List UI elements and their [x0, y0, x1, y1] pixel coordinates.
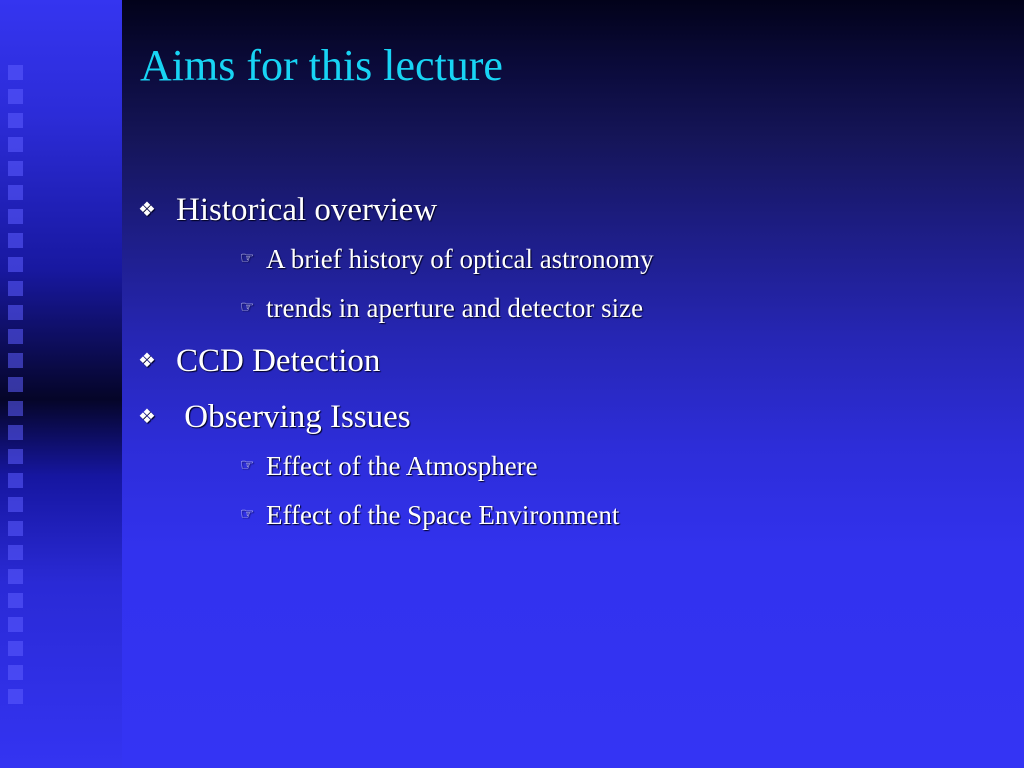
diamond-bullet-icon: ❖: [138, 406, 156, 428]
decorative-square: [8, 137, 23, 152]
pointing-hand-icon: ☞: [240, 457, 255, 474]
decorative-square: [8, 497, 23, 512]
decorative-square: [8, 89, 23, 104]
bullet-text: Observing Issues: [176, 399, 411, 435]
decorative-square: [8, 401, 23, 416]
decorative-square: [8, 161, 23, 176]
decorative-square: [8, 449, 23, 464]
decorative-square: [8, 473, 23, 488]
decorative-square: [8, 521, 23, 536]
decorative-square: [8, 641, 23, 656]
bullet-text: CCD Detection: [176, 343, 381, 379]
bullet-observing-issues: [138, 397, 998, 437]
decorative-square: [8, 425, 23, 440]
diamond-bullet-icon: ❖: [138, 199, 156, 221]
decorative-square: [8, 329, 23, 344]
sub-bullet-effect-space-environment: [138, 498, 998, 532]
bullet-text: Historical overview: [176, 192, 438, 228]
decorative-square: [8, 617, 23, 632]
decorative-square: [8, 353, 23, 368]
bullet-list: [138, 190, 998, 532]
decorative-square: [8, 65, 23, 80]
bullet-historical-overview: [138, 190, 998, 230]
decorative-square: [8, 545, 23, 560]
decorative-square: [8, 593, 23, 608]
diamond-bullet-icon: ❖: [138, 350, 156, 372]
decorative-square: [8, 233, 23, 248]
sub-bullet-text: trends in aperture and detector size: [266, 293, 644, 323]
decorative-square: [8, 257, 23, 272]
sub-bullet-trends-aperture: [138, 291, 998, 325]
pointing-hand-icon: ☞: [240, 250, 255, 267]
decorative-square: [8, 569, 23, 584]
sub-bullet-history-optical-astronomy: [138, 242, 998, 276]
sub-bullet-text: A brief history of optical astronomy: [266, 244, 654, 274]
slide-title: Aims for this lecture: [140, 41, 503, 90]
decorative-square: [8, 113, 23, 128]
decorative-square: [8, 209, 23, 224]
sub-bullet-effect-atmosphere: [138, 449, 998, 483]
decorative-squares: [8, 65, 28, 715]
sub-bullet-text: Effect of the Atmosphere: [266, 451, 538, 481]
sub-bullet-text: Effect of the Space Environment: [266, 500, 620, 530]
decorative-square: [8, 281, 23, 296]
pointing-hand-icon: ☞: [240, 299, 255, 316]
bullet-ccd-detection: [138, 341, 998, 381]
decorative-square: [8, 689, 23, 704]
decorative-square: [8, 305, 23, 320]
decorative-square: [8, 377, 23, 392]
left-decorative-band: [0, 0, 122, 768]
decorative-square: [8, 185, 23, 200]
decorative-square: [8, 665, 23, 680]
pointing-hand-icon: ☞: [240, 506, 255, 523]
